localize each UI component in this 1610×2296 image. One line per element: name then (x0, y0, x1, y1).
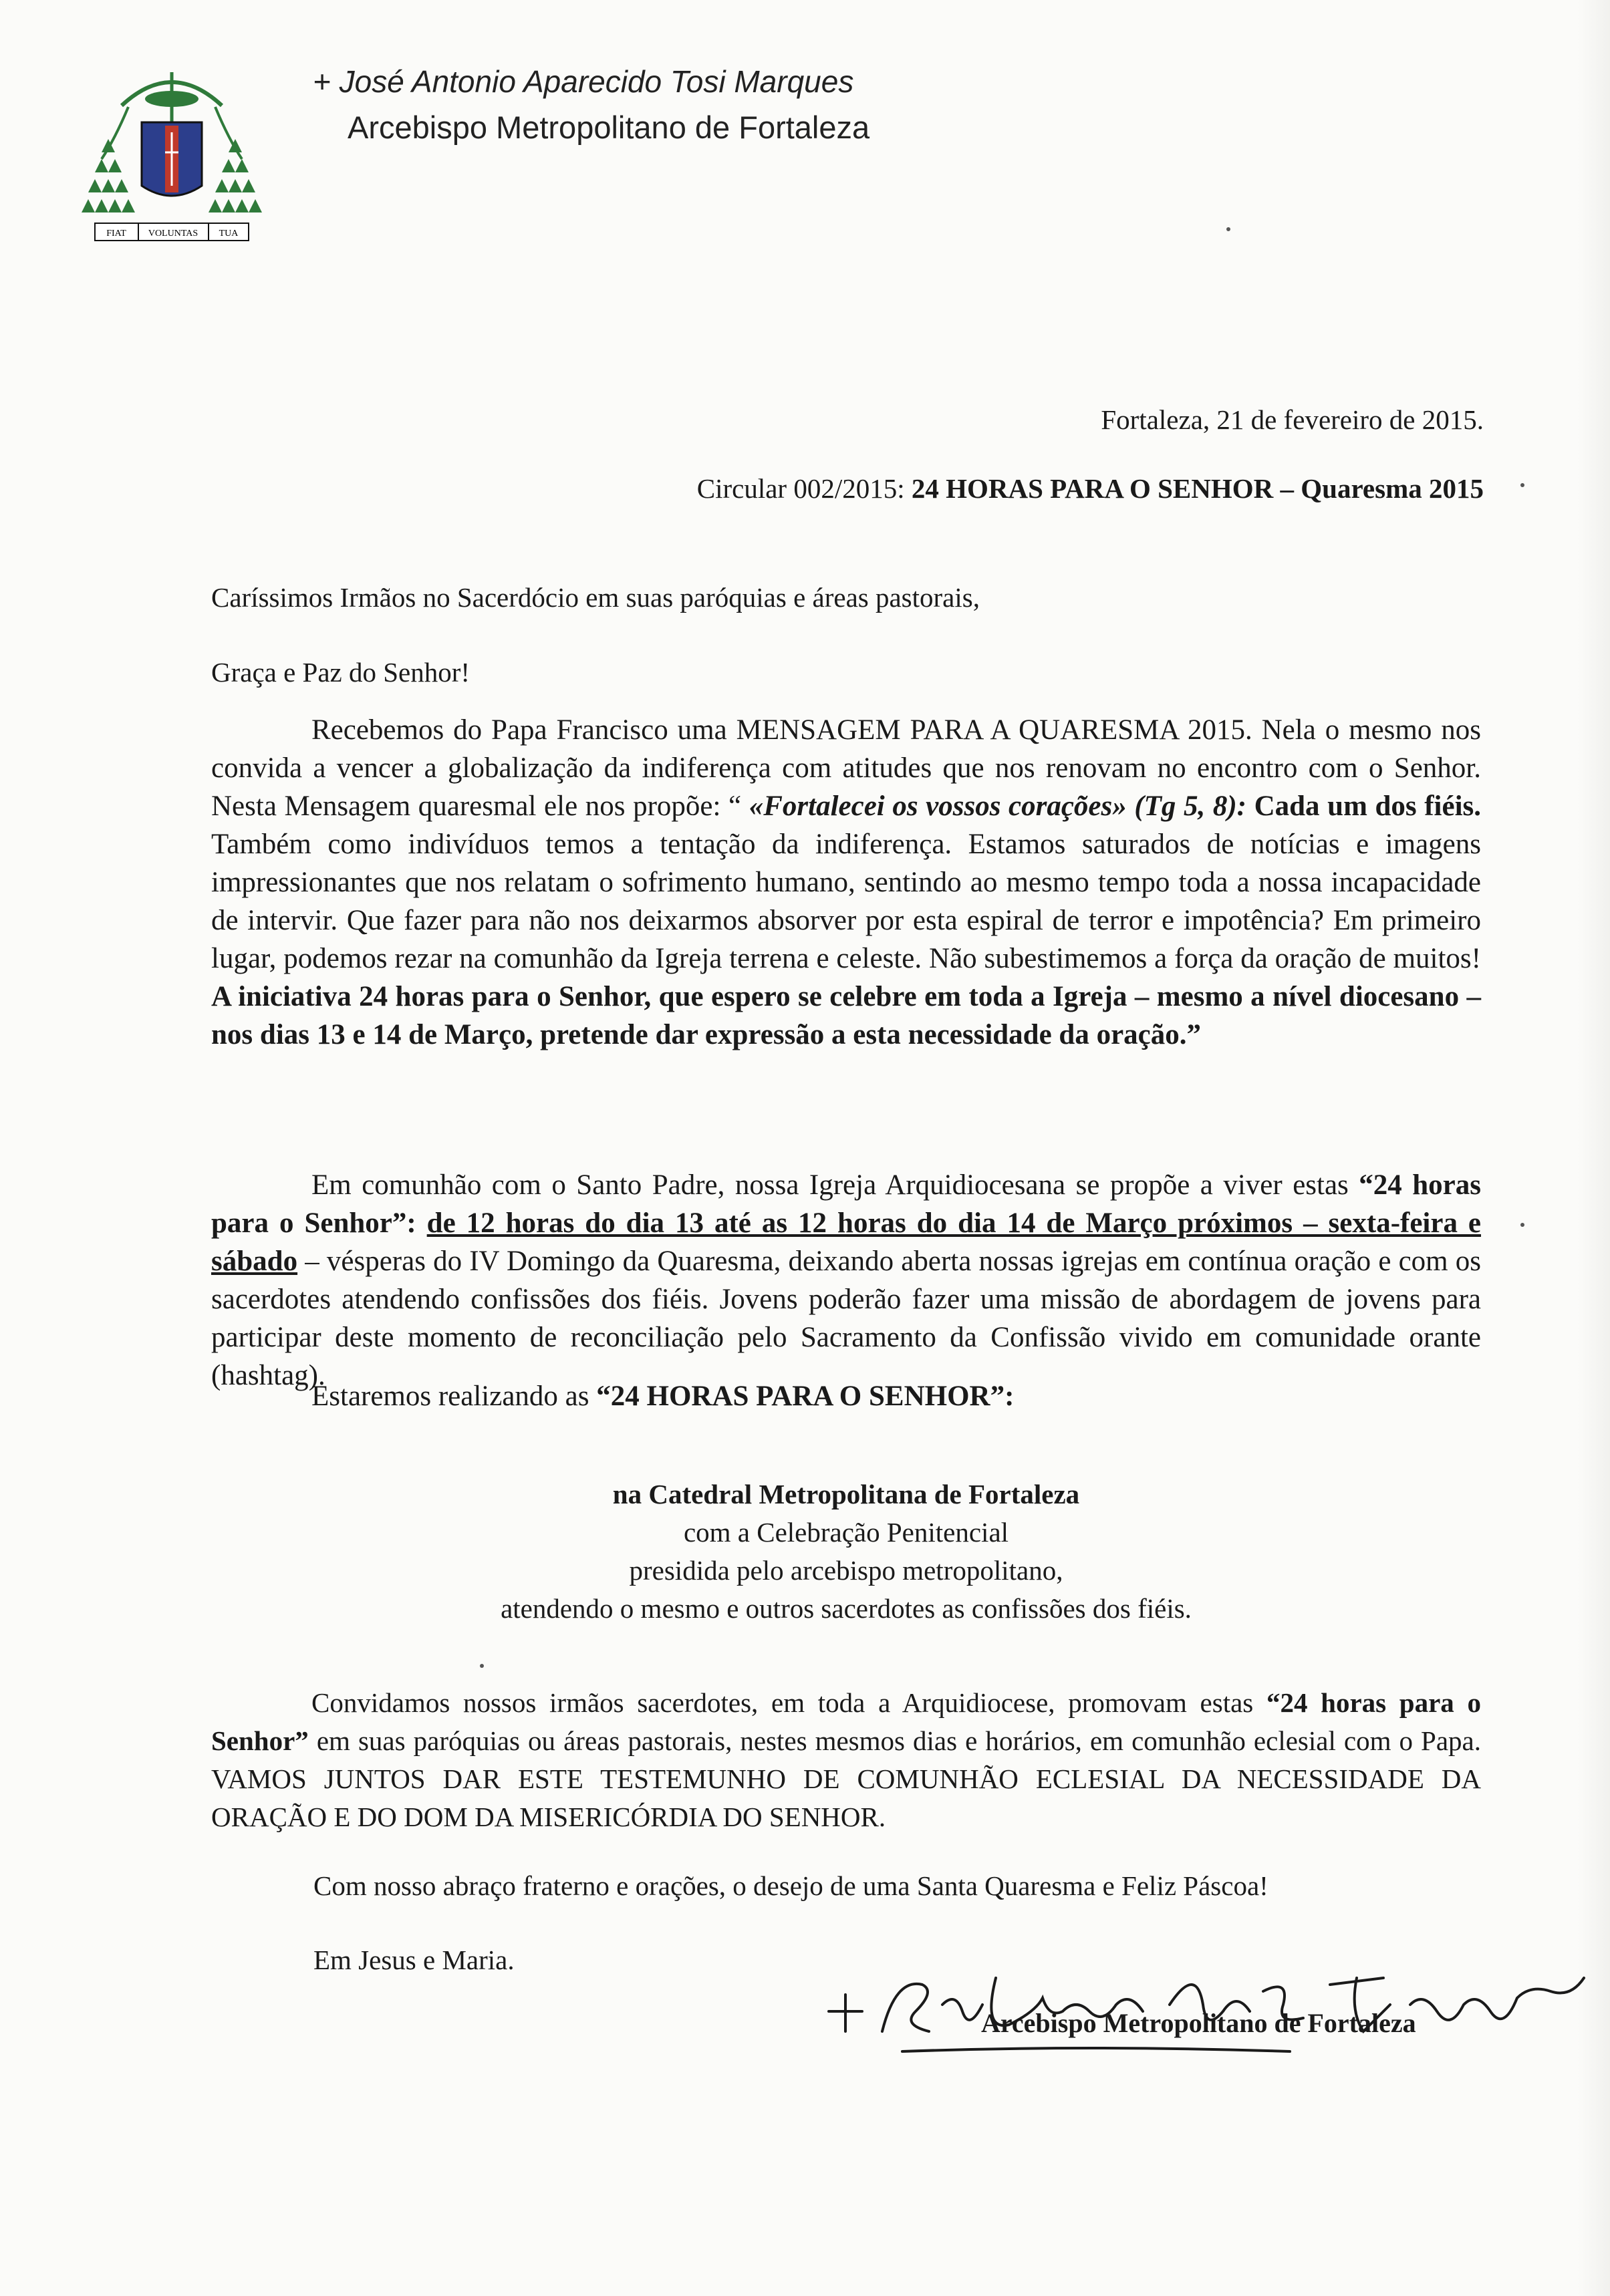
cathedral-info (211, 1475, 1481, 1628)
para3-text: Estaremos realizando as (311, 1381, 597, 1412)
letterhead (313, 61, 869, 148)
para1-bold-end: A iniciativa 24 horas para o Senhor, que espero se celebre em toda a Igreja – mesmo a nível diocesano – nos dias 13 e 14 de Março, pretende dar expressão a esta necessidade da oração.” (211, 981, 1481, 1050)
scan-speck (480, 1664, 484, 1668)
motto-word-2: VOLUNTAS (148, 229, 198, 239)
scan-speck (1520, 483, 1524, 487)
presided-line: presidida pelo arcebispo metropolitano, (629, 1555, 1063, 1586)
para2-text-a: Em comunhão com o Santo Padre, nossa Igreja Arquidiocesana se propõe a viver estas (311, 1169, 1359, 1201)
letterhead-role: Arcebispo Metropolitano de Fortaleza (348, 110, 870, 145)
salutation: Caríssimos Irmãos no Sacerdócio em suas paróquias e áreas pastorais, (211, 582, 980, 613)
scan-speck (1520, 1223, 1524, 1227)
date-line: Fortaleza, 21 de fevereiro de 2015. (1101, 404, 1484, 435)
para3-bold: “24 HORAS PARA O SENHOR”: (596, 1381, 1015, 1412)
para2-bold: “24 horas para o Senhor”: (211, 1169, 1481, 1239)
para1-text-b: Também como indivíduos temos a tentação da indiferença. Estamos saturados de notícias e imagens impressionantes que nos relatam o sofrimento humano, sentindo ao mesmo tempo toda a nossa incapacidade de intervir. Que fazer para não nos deixarmos absorver por esta espiral de terror e impotência? Em primeiro lugar, podemos rezar na comunhão da Igreja terrena e celeste. Não subestimemos a força da oração de muitos! (211, 829, 1481, 974)
celebration-line: com a Celebração Penitencial (683, 1517, 1009, 1548)
para4-bold: “24 horas para o Senhor” (211, 1687, 1481, 1756)
letterhead-name: + José Antonio Aparecido Tosi Marques (313, 64, 854, 99)
motto-word-1: FIAT (106, 229, 126, 239)
para4-text-b: em suas paróquias ou áreas pastorais, nestes mesmos dias e horários, em comunhão eclesial com o Papa. VAMOS JUNTOS DAR ESTE TESTEMUNHO DE COMUNHÃO ECLESIAL DA NECESSIDADE DA ORAÇÃO E DO DOM DA MISERICÓRDIA DO SENHOR. (211, 1725, 1481, 1832)
cathedral-line: na Catedral Metropolitana de Fortaleza (612, 1479, 1080, 1510)
coat-of-arms-emblem (75, 59, 269, 246)
circular-heading (588, 470, 1484, 508)
paragraph-3 (211, 1377, 1481, 1415)
paragraph-4 (211, 1684, 1481, 1836)
para1-quote: «Fortalecei os vossos corações» (Tg 5, 8): (749, 791, 1246, 822)
para4-text-a: Convidamos nossos irmãos sacerdotes, em toda a Arquidiocese, promovam estas (311, 1687, 1266, 1718)
signature-title: Arcebispo Metropolitano de Fortaleza (981, 2008, 1416, 2038)
closing-wish: Com nosso abraço fraterno e orações, o desejo de uma Santa Quaresma e Feliz Páscoa! (313, 1870, 1268, 1901)
paragraph-1 (211, 711, 1481, 1054)
confession-line: atendendo o mesmo e outros sacerdotes as confissões dos fiéis. (501, 1593, 1192, 1624)
scan-speck (1226, 227, 1230, 231)
circular-title: 24 HORAS PARA O SENHOR – Quaresma 2015 (911, 473, 1484, 504)
para1-text-a: Recebemos do Papa Francisco uma MENSAGEM PARA A QUARESMA 2015. Nela o mesmo nos convida a vencer a globalização da indiferença com atitudes que nos renovam no encontro com o Senhor. Nesta Mensagem quaresmal ele nos propõe: “ (211, 714, 1481, 822)
circular-number: Circular 002/2015: (696, 473, 912, 504)
para1-quote-bold: Cada um dos fiéis. (1246, 791, 1481, 822)
motto-word-3: TUA (219, 229, 239, 239)
para2-dates: de 12 horas do dia 13 até as 12 horas do dia 14 de Março próximos – sexta-feira e sábado (211, 1207, 1482, 1277)
greeting: Graça e Paz do Senhor! (211, 657, 471, 688)
para2-text-b: – vésperas do IV Domingo da Quaresma, deixando aberta nossas igrejas em contínua oração e com os sacerdotes atendendo confissões dos fiéis. Jovens poderão fazer uma missão de abordagem de jovens para participar deste momento de reconciliação pelo Sacramento da Confissão vivido em comunidade orante (hashtag). (211, 1246, 1481, 1391)
paragraph-2 (211, 1166, 1481, 1395)
closing-valediction: Em Jesus e Maria. (313, 1945, 515, 1975)
